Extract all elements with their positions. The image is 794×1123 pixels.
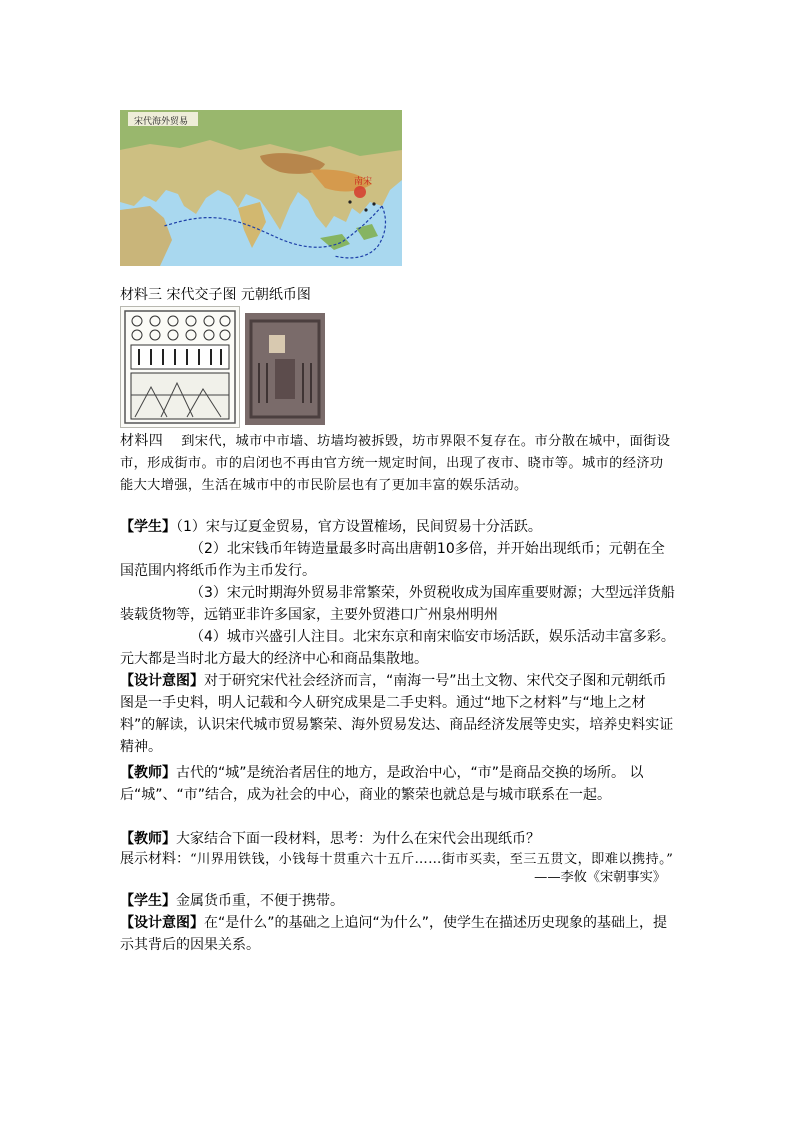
- student-tag-2: 【学生】: [120, 893, 176, 909]
- design-intent-2: [120, 912, 676, 956]
- show-material-quote: “川界用铁钱，小钱每十贯重六十五斤……街市买卖，至三五贯文，即难以携持。”: [190, 852, 674, 867]
- material-four-label: 材料四: [120, 433, 164, 449]
- student-answer-5-text: 金属货币重，不便于携带。: [176, 893, 344, 909]
- design-tag: 【设计意图】: [120, 673, 204, 689]
- song-jiaozi-image: [120, 306, 240, 428]
- design-intent-2-text: 在“是什么”的基础之上追问“为什么”，使学生在描述历史现象的基础上，提示其背后的因果关系。: [120, 915, 668, 953]
- student-item-3: （3）宋元时期海外贸易非常繁荣，外贸税收成为国库重要财源；大型远洋货船装载货物等，远销亚非许多国家，主要外贸港口广州泉州明州: [120, 585, 675, 623]
- teacher-remark-1-text: 古代的“城”是统治者居住的地方，是政治中心，“市”是商品交换的场所。 以后“城”、“市”结合，成为社会的中心，商业的繁荣也就总是与城市联系在一起。: [120, 765, 644, 803]
- student-item-4: （4）城市兴盛引人注目。北宋东京和南宋临安市场活跃，娱乐活动丰富多彩。元大都是当时北方最大的经济中心和商品集散地。: [120, 629, 675, 667]
- student-answer-4: [120, 626, 676, 670]
- teacher-remark-1: [120, 762, 676, 806]
- student-answer-1: [120, 516, 676, 538]
- yuan-banknote-image: [245, 313, 325, 425]
- map-drawing: [120, 110, 402, 266]
- student-answer-2: [120, 538, 676, 582]
- student-item-2: （2）北宋钱币年铸造量最多时高出唐朝10多倍，并开始出现纸币；元朝在全国范围内将纸币作为主币发行。: [120, 541, 665, 579]
- material-four-paragraph: [120, 430, 676, 497]
- quote-source: ——李攸《宋朝事实》: [534, 870, 666, 885]
- teacher-tag-2: 【教师】: [120, 831, 176, 847]
- student-answer-5: [120, 890, 676, 912]
- teacher-remark-2: [120, 828, 676, 850]
- student-tag: 【学生】: [120, 519, 176, 535]
- material-three-caption: 材料三 宋代交子图 元朝纸币图: [120, 287, 311, 303]
- map-title: 宋代海外贸易: [134, 117, 189, 127]
- student-item-1: （1）宋与辽夏金贸易，官方设置榷场，民间贸易十分活跃。: [176, 519, 542, 535]
- design-intent-1-text: 对于研究宋代社会经济而言，“南海一号”出土文物、宋代交子图和元朝纸币图是一手史料，明人记载和今人研究成果是二手史料。通过“地下之材料”与“地上之材料”的解读，认识宋代城市贸易繁荣、海外贸易发达、商品经济发展等史实，培养史料实证精神。: [120, 673, 674, 755]
- teacher-tag: 【教师】: [120, 765, 176, 781]
- design-tag-2: 【设计意图】: [120, 915, 204, 931]
- design-intent-1: [120, 670, 676, 758]
- map-label-nansong: 南宋: [354, 177, 373, 187]
- material-four-text: 到宋代，城市中市墙、坊墙均被拆毁，坊市界限不复存在。市分散在城中，面街设市，形成街市。市的启闭也不再由官方统一规定时间，出现了夜市、晓市等。城市的经济功能大大增强，生活在城市中的市民阶层也有了更加丰富的娱乐活动。: [120, 434, 671, 493]
- song-maritime-trade-map: [120, 110, 402, 266]
- show-material-label: 展示材料：: [120, 851, 190, 867]
- student-answer-3: [120, 582, 676, 626]
- teacher-remark-2-text: 大家结合下面一段材料，思考：为什么在宋代会出现纸币？: [176, 831, 540, 847]
